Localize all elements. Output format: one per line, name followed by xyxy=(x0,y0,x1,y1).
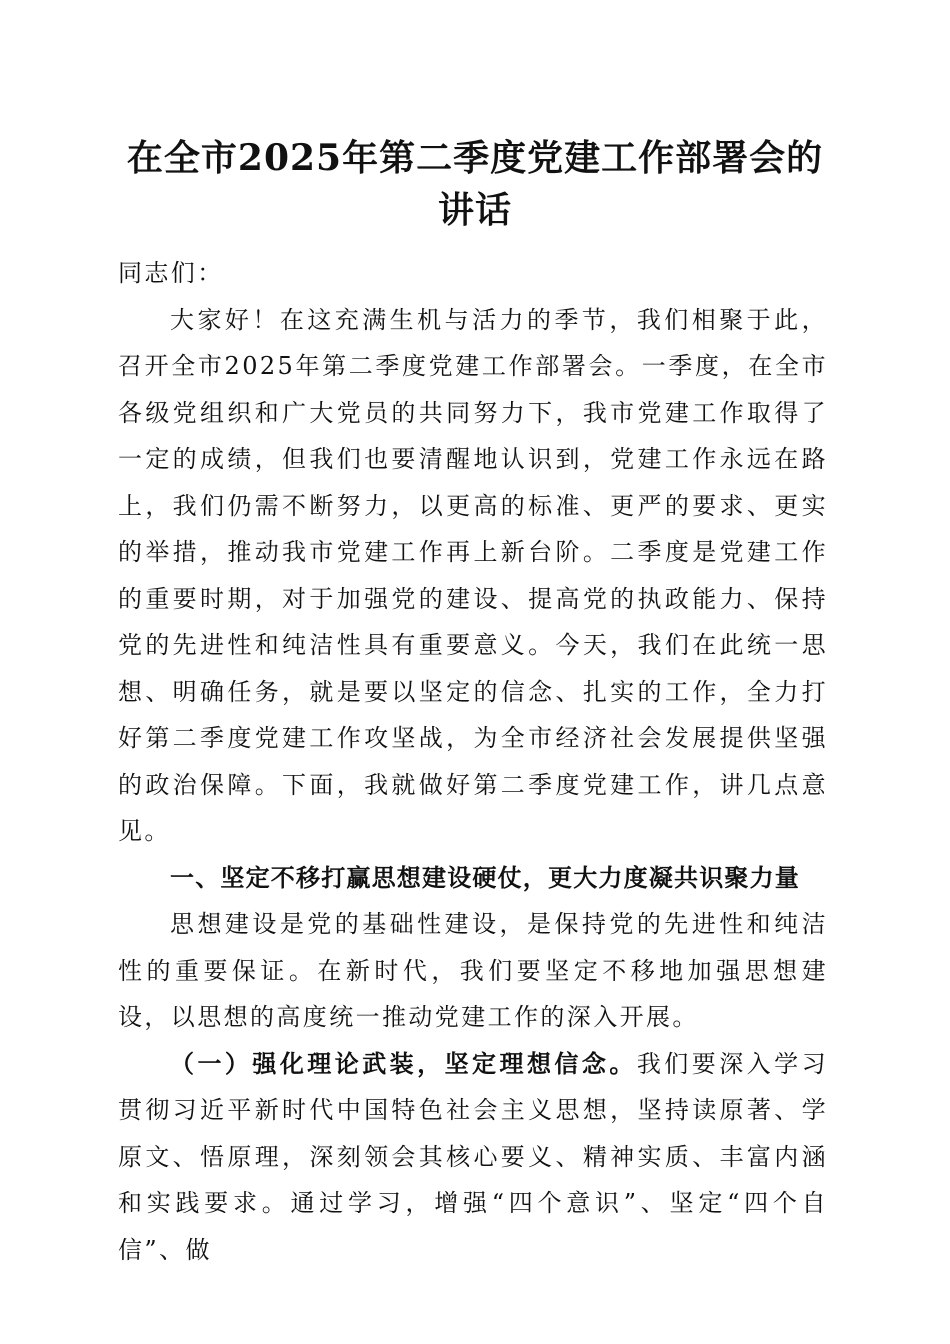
subsection-1-paragraph xyxy=(118,1041,828,1274)
document-title: 在全市2025年第二季度党建工作部署会的讲话 xyxy=(126,137,824,231)
salutation: 同志们： xyxy=(118,259,224,287)
subsection-1-label: （一）强化理论武装，坚定理想信念。 xyxy=(170,1048,637,1078)
document-body xyxy=(118,250,828,1273)
opening-paragraph: 大家好！在这充满生机与活力的季节，我们相聚于此，召开全市2025年第二季度党建工作部署会。一季度，在全市各级党组织和广大党员的共同努力下，我市党建工作取得了一定的成绩，但我们也要清醒地认识到，党建工作永远在路上，我们仍需不断努力，以更高的标准、更严的要求、更实的举措，推动我市党建工作再上新台阶。二季度是党建工作的重要时期，对于加强党的建设、提高党的执政能力、保持党的先进性和纯洁性具有重要意义。今天，我们在此统一思想、明确任务，就是要以坚定的信念、扎实的工作，全力打好第二季度党建工作攻坚战，为全市经济社会发展提供坚强的政治保障。下面，我就做好第二季度党建工作，讲几点意见。 xyxy=(118,305,828,845)
section-1-intro: 思想建设是党的基础性建设，是保持党的先进性和纯洁性的重要保证。在新时代，我们要坚定不移地加强思想建设，以思想的高度统一推动党建工作的深入开展。 xyxy=(118,910,828,1031)
section-heading-1: 一、坚定不移打赢思想建设硬仗，更大力度凝共识聚力量 xyxy=(170,863,800,892)
subsection-1-text: 我们要深入学习贯彻习近平新时代中国特色社会主义思想，坚持读原著、学原文、悟原理，深刻领会其核心要义、精神实质、丰富内涵和实践要求。通过学习，增强“四个意识”、坚定“四个自信”、做 xyxy=(118,1049,828,1264)
